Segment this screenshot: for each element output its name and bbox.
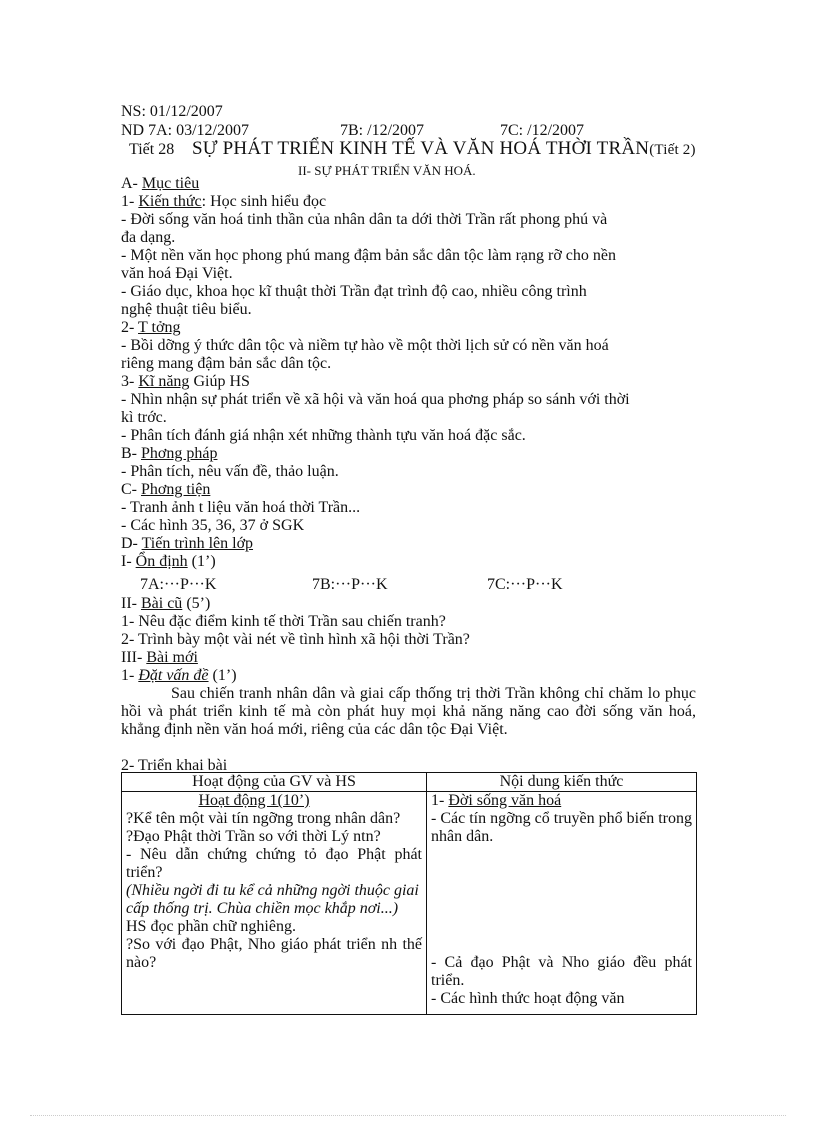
content-spacer [431, 846, 692, 954]
content-heading [431, 792, 692, 810]
heading-b-prefix: B- [121, 445, 141, 462]
skills-prefix: 3- [121, 373, 139, 390]
knowledge-point-1b: đa dạng. [121, 229, 176, 246]
activity-1-heading: Hoạt động 1(10’) [198, 792, 310, 809]
lesson-number: Tiết 28 [129, 141, 175, 158]
content-heading-prefix: 1- [431, 792, 449, 809]
activity-instruction: HS đọc phần chữ nghiêng. [126, 918, 296, 935]
content-heading-label: Đời sống văn hoá [448, 792, 562, 809]
heading-d-prefix: D- [121, 535, 142, 552]
roll-call-7c: 7C:···P···K [487, 576, 563, 593]
content-point-3: - Các hình thức hoạt động văn [431, 990, 625, 1007]
skills-rest: Giúp HS [189, 373, 250, 390]
heading-c-label: Phơng tiện [141, 481, 211, 498]
page-bottom-edge [30, 1115, 786, 1116]
review-question-2: 2- Trình bày một vài nét về tình hình xã hội thời Trần? [121, 631, 470, 648]
method-point-1: - Phân tích, nêu vấn đề, thảo luận. [121, 463, 339, 480]
nd-date-7a: ND 7A: 03/12/2007 [121, 122, 249, 139]
knowledge-point-3a: - Giáo dục, khoa học kĩ thuật thời Trần đạt trình độ cao, nhiều công trình [121, 283, 587, 300]
step-iii-heading [121, 649, 198, 667]
step-iii-label: Bài mới [146, 649, 198, 666]
skills-heading [121, 373, 250, 391]
activity-question-3: - Nêu dẫn chứng chứng tỏ đạo Phật phát triển? [126, 846, 422, 881]
means-point-1: - Tranh ảnh t liệu văn hoá thời Trần... [121, 499, 361, 516]
heading-a [121, 175, 199, 193]
heading-d-label: Tiến trình lên lớp [141, 535, 254, 552]
table-row [122, 792, 697, 1015]
heading-c-prefix: C- [121, 481, 141, 498]
thought-point-1a: - Bồi dỡng ý thức dân tộc và niềm tự hào về một thời lịch sử có nền văn hoá [121, 337, 609, 354]
nd-date-7b: 7B: /12/2007 [340, 122, 425, 139]
heading-c [121, 481, 210, 499]
knowledge-point-3b: nghệ thuật tiêu biểu. [121, 301, 252, 318]
knowledge-point-1a: - Đời sống văn hoá tinh thần của nhân dân ta dới thời Trần rất phong phú và [121, 211, 608, 228]
activity-question-2: ?Đạo Phật thời Trần so với thời Lý ntn? [126, 828, 381, 845]
activity-question-1: ?Kể tên một vài tín ngỡng trong nhân dân? [126, 810, 401, 827]
roll-call-7a: 7A:···P···K [140, 576, 217, 593]
intro-paragraph: Sau chiến tranh nhân dân và giai cấp thống trị thời Trần không chỉ chăm lo phục hồi và phát triển kinh tế mà còn phát huy mọi khả năng năng cao đời sống văn hoá, khẳng định nền văn hoá mới, riêng của các dân tộc Đại Việt. [121, 685, 696, 738]
roll-call-7b: 7B:···P···K [312, 576, 388, 593]
activities-cell [122, 792, 427, 1015]
intro-heading [121, 667, 237, 685]
step-ii-label: Bài cũ [140, 595, 183, 612]
col-header-activities: Hoạt động của GV và HS [122, 773, 427, 792]
intro-rest: (1’) [208, 667, 237, 684]
heading-b [121, 445, 217, 463]
knowledge-point-2b: văn hoá Đại Việt. [121, 265, 233, 282]
step-ii-rest: (5’) [182, 595, 211, 612]
skills-point-2: - Phân tích đánh giá nhận xét những thành tựu văn hoá đặc sắc. [121, 427, 526, 444]
skills-point-1b: kì trớc. [121, 409, 167, 426]
activity-italic-note: (Nhiều ngời đi tu kể cả những ngời thuộc giai cấp thống trị. Chùa chiền mọc khắp nơi...) [126, 882, 419, 917]
col-header-content: Nội dung kiến thức [427, 773, 697, 792]
lesson-table [121, 772, 697, 1015]
page-title [192, 140, 696, 159]
knowledge-prefix: 1- [121, 193, 139, 210]
review-question-1: 1- Nêu đặc điểm kinh tế thời Trần sau chiến tranh? [121, 613, 446, 630]
heading-a-label: Mục tiêu [141, 175, 200, 192]
intro-label: Đặt vấn đề [138, 667, 209, 684]
step-i-prefix: I- [121, 553, 136, 570]
step-ii-heading [121, 595, 210, 613]
knowledge-point-2a: - Một nền văn học phong phú mang đậm bản sắc dân tộc làm rạng rỡ cho nền [121, 247, 616, 264]
heading-d [121, 535, 253, 553]
development-heading: 2- Triển khai bài [121, 757, 228, 774]
content-point-1: - Các tín ngỡng cổ truyền phổ biến trong nhân dân. [431, 810, 692, 845]
step-i-label: Ổn định [135, 553, 188, 570]
content-point-2: - Cả đạo Phật và Nho giáo đều phát triển. [431, 954, 692, 989]
knowledge-label: Kiến thức [138, 193, 202, 210]
skills-point-1a: - Nhìn nhận sự phát triển về xã hội và văn hoá qua phơng pháp so sánh với thời [121, 391, 630, 408]
knowledge-rest: : Học sinh hiểu đọc [201, 193, 327, 210]
intro-prefix: 1- [121, 667, 139, 684]
step-i-heading [121, 553, 216, 571]
nd-date-7c: 7C: /12/2007 [500, 122, 585, 139]
thought-label: T tởng [138, 319, 181, 336]
knowledge-heading [121, 193, 326, 211]
step-i-rest: (1’) [187, 553, 216, 570]
activity-question-4: ?So với đạo Phật, Nho giáo phát triển nh thế nào? [126, 936, 422, 971]
thought-point-1b: riêng mang đậm bản sắc dân tộc. [121, 355, 332, 372]
heading-b-label: Phơng pháp [141, 445, 218, 462]
thought-heading [121, 319, 180, 337]
step-iii-prefix: III- [121, 649, 147, 666]
section-subtitle: II- SỰ PHÁT TRIỂN VĂN HOÁ. [298, 163, 476, 178]
ns-date: NS: 01/12/2007 [121, 103, 223, 120]
skills-label: Kĩ năng [138, 373, 190, 390]
means-point-2: - Các hình 35, 36, 37 ở SGK [121, 517, 305, 534]
heading-a-prefix: A- [121, 175, 142, 192]
step-ii-prefix: II- [121, 595, 141, 612]
title-text: SỰ PHÁT TRIỂN KINH TẾ VÀ VĂN HOÁ THỜI TRẦN [192, 138, 650, 159]
content-cell [427, 792, 697, 1015]
title-part: (Tiết 2) [649, 142, 696, 158]
table-header-row [122, 773, 697, 792]
thought-prefix: 2- [121, 319, 139, 336]
